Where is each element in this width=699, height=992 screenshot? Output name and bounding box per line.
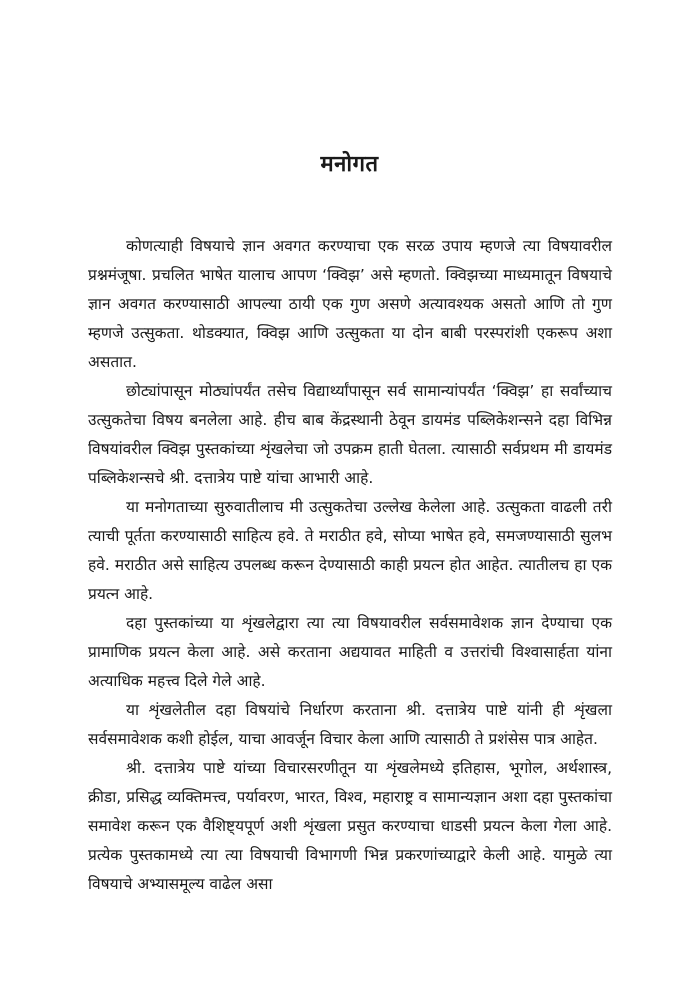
paragraph-5: या शृंखलेतील दहा विषयांचे निर्धारण करताना श्री. दत्तात्रेय पाष्टे यांनी ही शृंखला सर्वसमावेशक कशी होईल, याचा आवर्जून विचार केला आणि त्यासाठी ते प्रशंसेस पात्र आहेत.: [88, 701, 612, 748]
body-text: [88, 232, 612, 899]
paragraph-6: श्री. दत्तात्रेय पाष्टे यांच्या विचारसरणीतून या शृंखलेमध्ये इतिहास, भूगोल, अर्थशास्त्र, क्रीडा, प्रसिद्ध व्यक्तिमत्त्व, पर्यावरण, भारत, विश्व, महाराष्ट्र व सामान्यज्ञान अशा दहा पुस्तकांचा समावेश करून एक वैशिष्ट्यपूर्ण अशी शृंखला प्रसुत करण्याचा धाडसी प्रयत्न केला गेला आहे. प्रत्येक पुस्तकामध्ये त्या त्या विषयाची विभागणी भिन्न प्रकरणांच्याद्वारे केली आहे. यामुळे त्या विषयाचे अभ्यासमूल्य वाढेल असा: [88, 759, 612, 893]
paragraph-2: छोट्यांपासून मोठ्यांपर्यंत तसेच विद्यार्थ्यांपासून सर्व सामान्यांपर्यंत ‘क्विझ’ हा सर्वांच्याच उत्सुकतेचा विषय बनलेला आहे. हीच बाब केंद्रस्थानी ठेवून डायमंड पब्लिकेशन्सने दहा विभिन्न विषयांवरील क्विझ पुस्तकांच्या शृंखलेचा जो उपक्रम हाती घेतला. त्यासाठी सर्वप्रथम मी डायमंड पब्लिकेशन्सचे श्री. दत्तात्रेय पाष्टे यांचा आभारी आहे.: [88, 382, 612, 487]
paragraph-1: कोणत्याही विषयाचे ज्ञान अवगत करण्याचा एक सरळ उपाय म्हणजे त्या विषयावरील प्रश्नमंजूषा. प्रचलित भाषेत यालाच आपण ‘क्विझ’ असे म्हणतो. क्विझच्या माध्यमातून विषयाचे ज्ञान अवगत करण्यासाठी आपल्या ठायी एक गुण असणे अत्यावश्यक असतो आणि तो गुण म्हणजे उत्सुकता. थोडक्यात, क्विझ आणि उत्सुकता या दोन बाबी परस्परांशी एकरूप अशा असतात.: [88, 237, 612, 371]
paragraph-3: या मनोगताच्या सुरुवातीलाच मी उत्सुकतेचा उल्लेख केलेला आहे. उत्सुकता वाढली तरी त्याची पूर्तता करण्यासाठी साहित्य हवे. ते मराठीत हवे, सोप्या भाषेत हवे, समजण्यासाठी सुलभ हवे. मराठीत असे साहित्य उपलब्ध करून देण्यासाठी काही प्रयत्न होत आहेत. त्यातीलच हा एक प्रयत्न आहे.: [88, 498, 612, 603]
paragraph-4: दहा पुस्तकांच्या या शृंखलेद्वारा त्या त्या विषयावरील सर्वसमावेशक ज्ञान देण्याचा एक प्रामाणिक प्रयत्न केला आहे. असे करताना अद्ययावत माहिती व उत्तरांची विश्वासार्हता यांना अत्याधिक महत्त्व दिले गेले आहे.: [88, 614, 612, 690]
page-title: मनोगत: [320, 152, 379, 177]
